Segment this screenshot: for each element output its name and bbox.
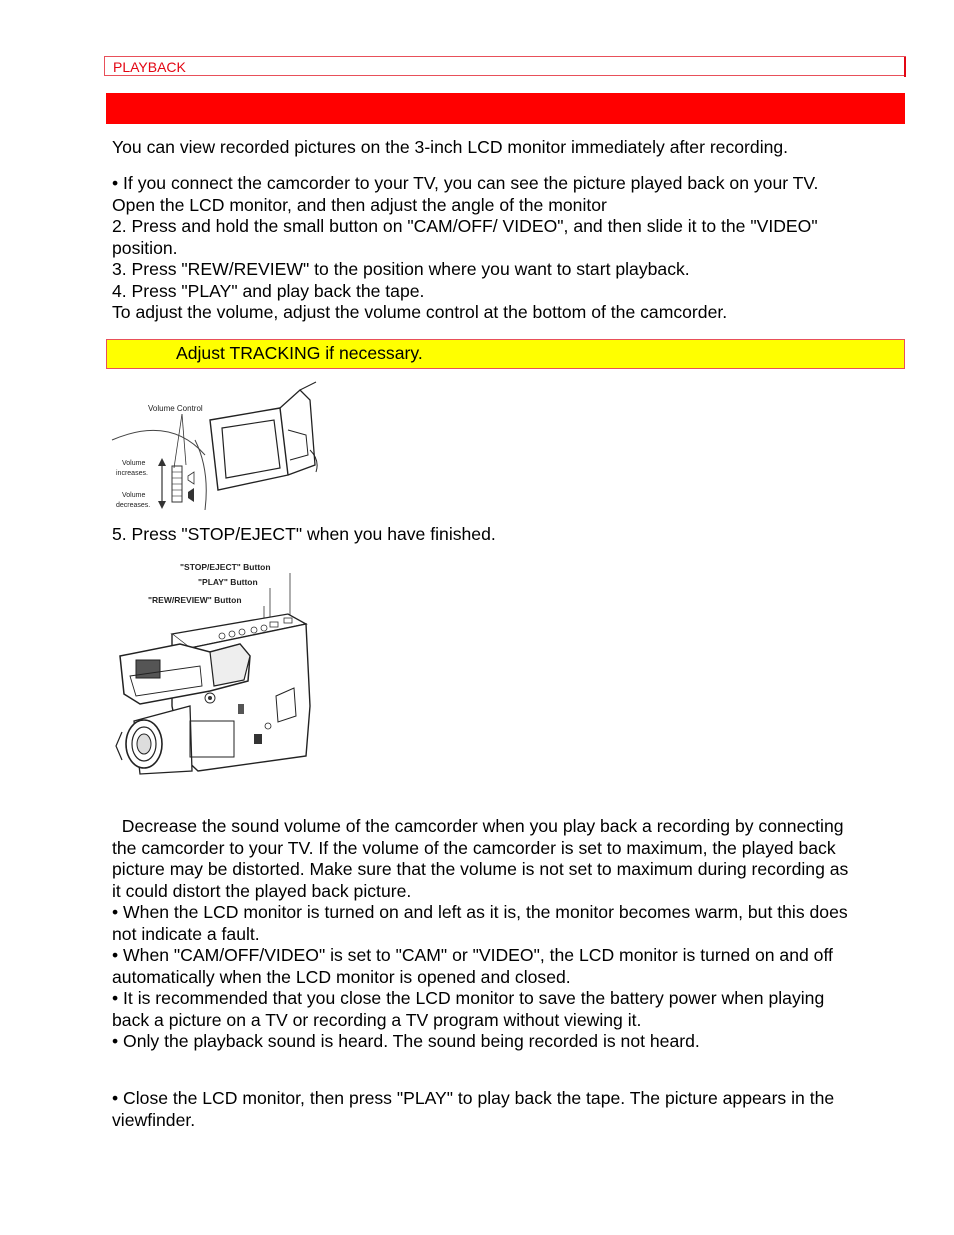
note-line: Decrease the sound volume of the camcorder when you play back a recording by connecting xyxy=(112,816,844,836)
notes-block xyxy=(112,816,912,1053)
note-line: automatically when the LCD monitor is opened and closed. xyxy=(112,966,571,987)
tracking-note xyxy=(106,339,905,369)
volume-increases-label-1: Volume xyxy=(122,460,146,467)
camcorder-buttons-figure xyxy=(110,556,320,781)
step-line: • If you connect the camcorder to your TV, you can see the picture played back on your TV. xyxy=(112,173,819,193)
step-line: 3. Press "REW/REVIEW" to the position where you want to start playback. xyxy=(112,259,690,279)
step-line: 2. Press and hold the small button on "CAM/OFF/ VIDEO", and then slide it to the "VIDEO" xyxy=(112,216,818,236)
note-line: • When the LCD monitor is turned on and left as it is, the monitor becomes warm, but this does xyxy=(112,902,848,922)
note-line: • It is recommended that you close the LCD monitor to save the battery power when playing xyxy=(112,988,825,1008)
viewfinder-line: • Close the LCD monitor, then press "PLAY" to play back the tape. The picture appears in the xyxy=(112,1088,835,1108)
title-bar xyxy=(106,93,905,124)
volume-increases-label-2: increases. xyxy=(116,470,148,477)
step-line: Open the LCD monitor, and then adjust the angle of the monitor xyxy=(112,194,607,215)
tracking-note-text: Adjust TRACKING if necessary. xyxy=(176,343,423,363)
volume-decreases-label-2: decreases. xyxy=(116,502,151,509)
viewfinder-line: viewfinder. xyxy=(112,1109,196,1130)
section-header xyxy=(104,56,906,76)
viewfinder-block xyxy=(112,1088,912,1131)
intro-text: You can view recorded pictures on the 3-inch LCD monitor immediately after recording. xyxy=(112,137,789,157)
play-button-label: "PLAY" Button xyxy=(198,577,258,587)
rew-review-button-label: "REW/REVIEW" Button xyxy=(148,595,242,605)
volume-control-label: Volume Control xyxy=(148,404,203,413)
step-5-text: 5. Press "STOP/EJECT" when you have finished. xyxy=(112,524,496,544)
note-line: picture may be distorted. Make sure that the volume is not set to maximum during recording as xyxy=(112,859,849,879)
step-line: 4. Press "PLAY" and play back the tape. xyxy=(112,280,425,301)
header-right-edge xyxy=(904,57,906,77)
volume-control-illustration xyxy=(110,380,320,515)
section-title: PLAYBACK xyxy=(113,59,186,75)
step-line: To adjust the volume, adjust the volume control at the bottom of the camcorder. xyxy=(112,302,728,322)
note-line: back a picture on a TV or recording a TV program without viewing it. xyxy=(112,1009,642,1030)
note-line: • Only the playback sound is heard. The sound being recorded is not heard. xyxy=(112,1031,700,1051)
step-line: position. xyxy=(112,237,178,258)
note-line: not indicate a fault. xyxy=(112,923,260,944)
stop-eject-button-label: "STOP/EJECT" Button xyxy=(180,562,271,572)
steps-block xyxy=(112,173,912,324)
note-line: • When "CAM/OFF/VIDEO" is set to "CAM" or "VIDEO", the LCD monitor is turned on and off xyxy=(112,945,833,965)
volume-decreases-label-1: Volume xyxy=(122,492,146,499)
camcorder-illustration xyxy=(110,556,320,781)
note-line: it could distort the played back picture. xyxy=(112,880,412,901)
note-line: the camcorder to your TV. If the volume of the camcorder is set to maximum, the played back xyxy=(112,837,836,858)
volume-control-figure xyxy=(110,380,320,515)
